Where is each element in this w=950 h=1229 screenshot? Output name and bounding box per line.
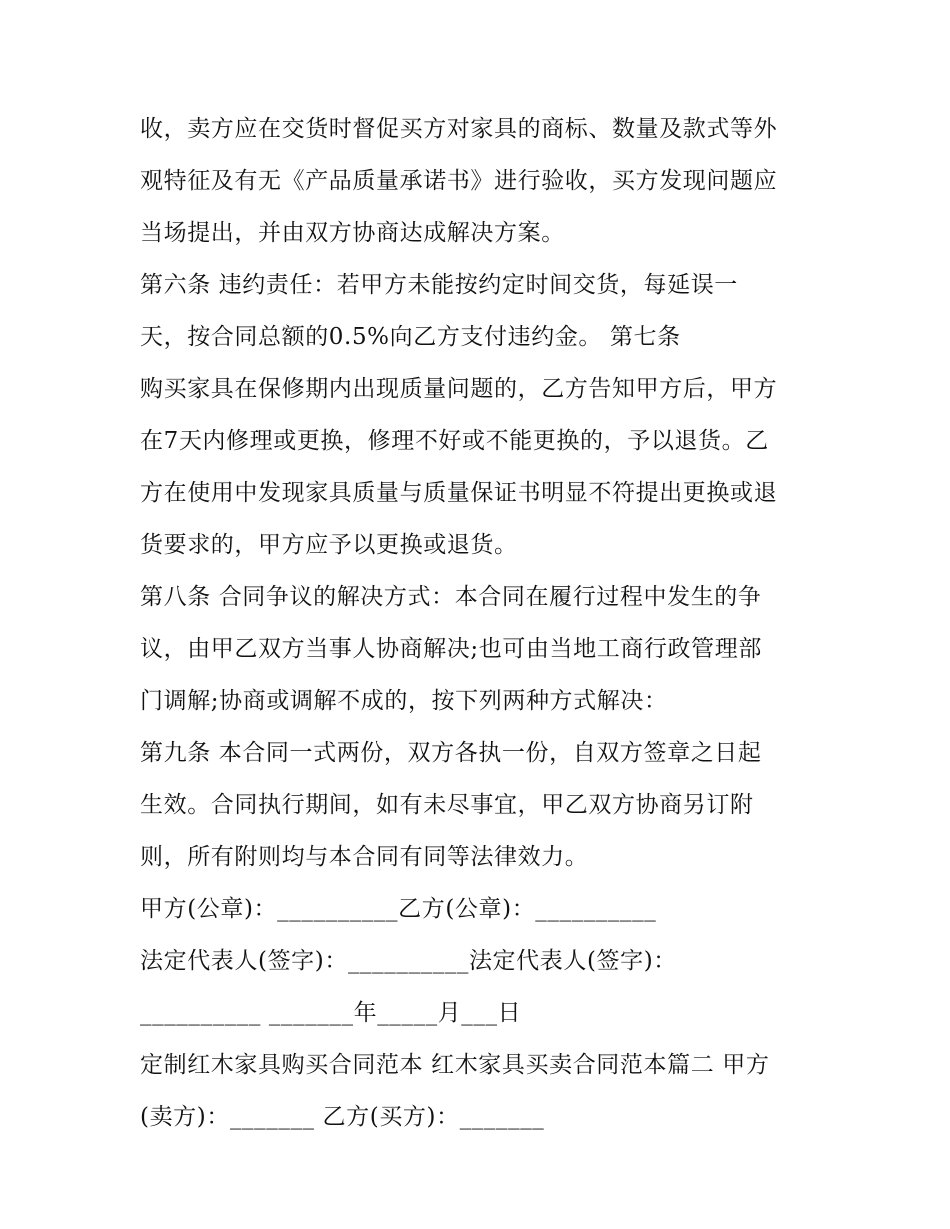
article-7-line-1: 购买家具在保修期内出现质量问题的，乙方告知甲方后，甲方 — [140, 376, 778, 402]
article-8-line-1: 第八条 合同争议的解决方式：本合同在履行过程中发生的争 — [140, 584, 762, 610]
article-7-line-4: 货要求的，甲方应予以更换或退货。 — [140, 532, 518, 558]
signature-representative-line: 法定代表人(签字)：__________法定代表人(签字)： — [140, 948, 677, 974]
signature-seal-line: 甲方(公章)：__________乙方(公章)：__________ — [140, 896, 657, 922]
article-9-line-3: 则，所有附则均与本合同有同等法律效力。 — [140, 844, 589, 870]
article-9-line-2: 生效。合同执行期间，如有未尽事宜，甲乙双方协商另订附 — [140, 792, 754, 818]
text-line-1: 收，卖方应在交货时督促买方对家具的商标、数量及款式等外 — [140, 116, 778, 142]
article-6-line-1: 第六条 违约责任：若甲方未能按约定时间交货，每延误一 — [140, 272, 738, 298]
article-6-line-2: 天，按合同总额的0.5%向乙方支付违约金。 第七条 — [140, 324, 681, 350]
section-heading-line: 定制红木家具购买合同范本 红木家具买卖合同范本篇二 甲方 — [140, 1052, 770, 1078]
article-7-line-3: 方在使用中发现家具质量与质量保证书明显不符提出更换或退 — [140, 480, 778, 506]
contract-text — [140, 103, 830, 1143]
article-7-line-2: 在7天内修理或更换，修理不好或不能更换的，予以退货。乙 — [140, 428, 769, 454]
article-8-line-3: 门调解;协商或调解不成的，按下列两种方式解决： — [140, 688, 668, 714]
article-9-line-1: 第九条 本合同一式两份，双方各执一份，自双方签章之日起 — [140, 740, 762, 766]
parties-line: (卖方)：_______ 乙方(买方)：_______ — [140, 1104, 545, 1130]
signature-date-line: __________ _______年_____月___日 — [140, 1000, 522, 1026]
text-line-3: 当场提出，并由双方协商达成解决方案。 — [140, 220, 565, 246]
article-8-line-2: 议，由甲乙双方当事人协商解决;也可由当地工商行政管理部 — [140, 636, 762, 662]
text-line-2: 观特征及有无《产品质量承诺书》进行验收，买方发现问题应 — [140, 168, 778, 194]
